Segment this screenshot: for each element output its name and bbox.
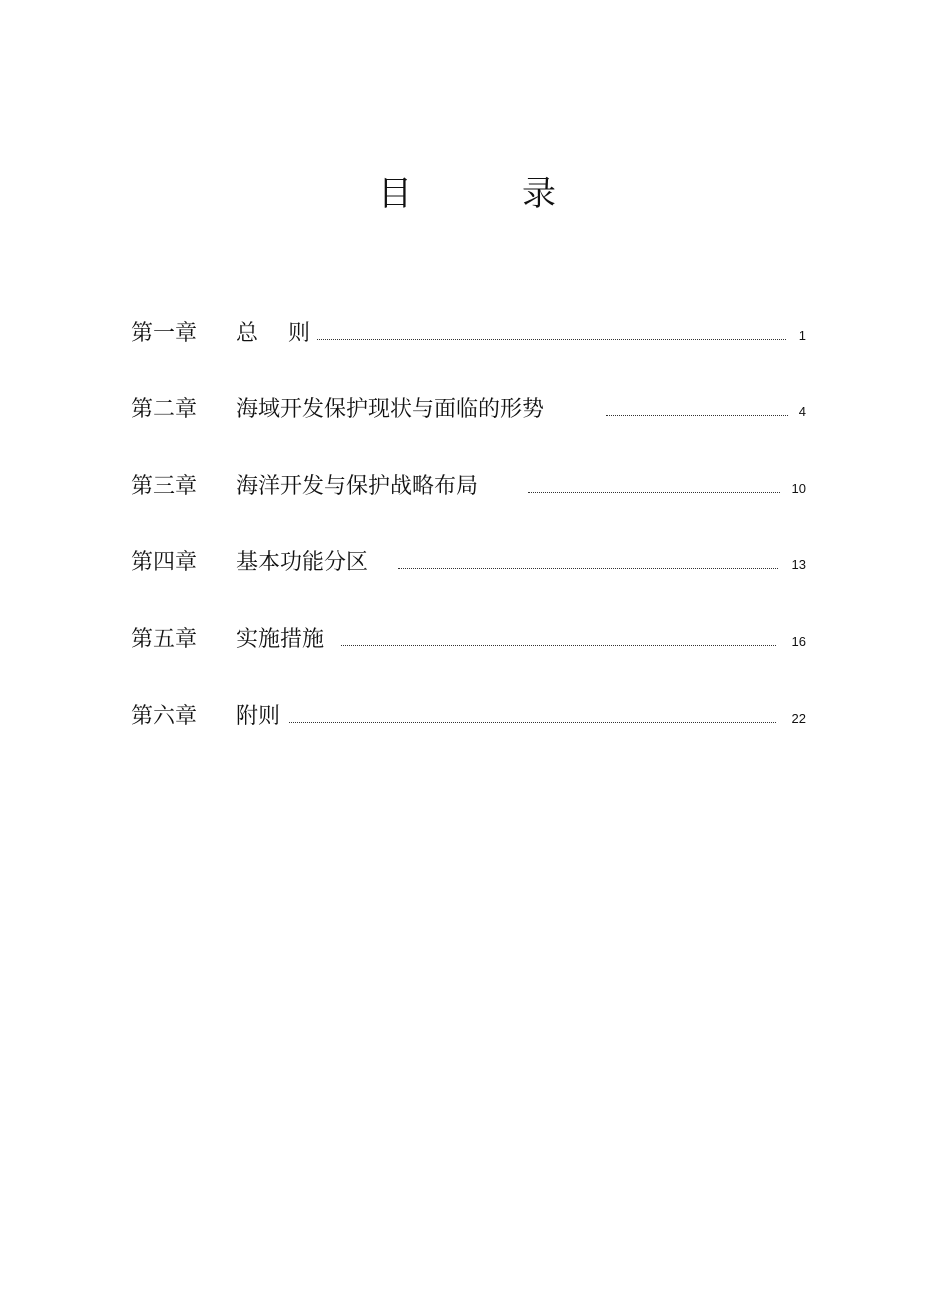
toc-page-number: 10 bbox=[791, 481, 806, 496]
toc-page-number: 4 bbox=[798, 404, 806, 419]
title-char-1: 目 bbox=[378, 174, 412, 214]
toc-chapter-title: 基本功能分区 bbox=[236, 550, 369, 575]
toc-chapter-title: 海洋开发与保护战略布局 bbox=[236, 474, 479, 499]
toc-page-number: 13 bbox=[791, 557, 806, 572]
toc-dot-leader bbox=[289, 722, 776, 723]
toc-entry-chapter-6[interactable] bbox=[131, 701, 806, 733]
toc-chapter-title: 实施措施 bbox=[236, 627, 325, 652]
toc-entry-chapter-2[interactable] bbox=[131, 394, 806, 426]
toc-chapter-number: 第三章 bbox=[131, 474, 198, 499]
toc-chapter-number: 第四章 bbox=[131, 550, 198, 575]
toc-dot-leader bbox=[317, 339, 786, 340]
toc-entry-chapter-4[interactable] bbox=[131, 547, 806, 579]
toc-page-number: 22 bbox=[791, 711, 806, 726]
toc-entry-chapter-3[interactable] bbox=[131, 471, 806, 503]
toc-chapter-number: 第一章 bbox=[131, 321, 198, 346]
title-char-2: 录 bbox=[522, 174, 556, 214]
toc-dot-leader bbox=[341, 645, 776, 646]
toc-dot-leader bbox=[398, 568, 778, 569]
toc-entry-chapter-1[interactable] bbox=[131, 318, 806, 350]
toc-chapter-title: 总则 bbox=[236, 321, 341, 346]
toc-chapter-number: 第六章 bbox=[131, 704, 198, 729]
toc-chapter-title: 附则 bbox=[236, 704, 281, 729]
toc-dot-leader bbox=[606, 415, 788, 416]
toc-dot-leader bbox=[528, 492, 780, 493]
toc-chapter-title: 海域开发保护现状与面临的形势 bbox=[236, 397, 545, 422]
table-of-contents bbox=[131, 0, 806, 1313]
toc-page-number: 16 bbox=[791, 634, 806, 649]
toc-entry-chapter-5[interactable] bbox=[131, 624, 806, 656]
toc-chapter-number: 第二章 bbox=[131, 397, 198, 422]
toc-chapter-number: 第五章 bbox=[131, 627, 198, 652]
toc-page-number: 1 bbox=[798, 328, 806, 343]
